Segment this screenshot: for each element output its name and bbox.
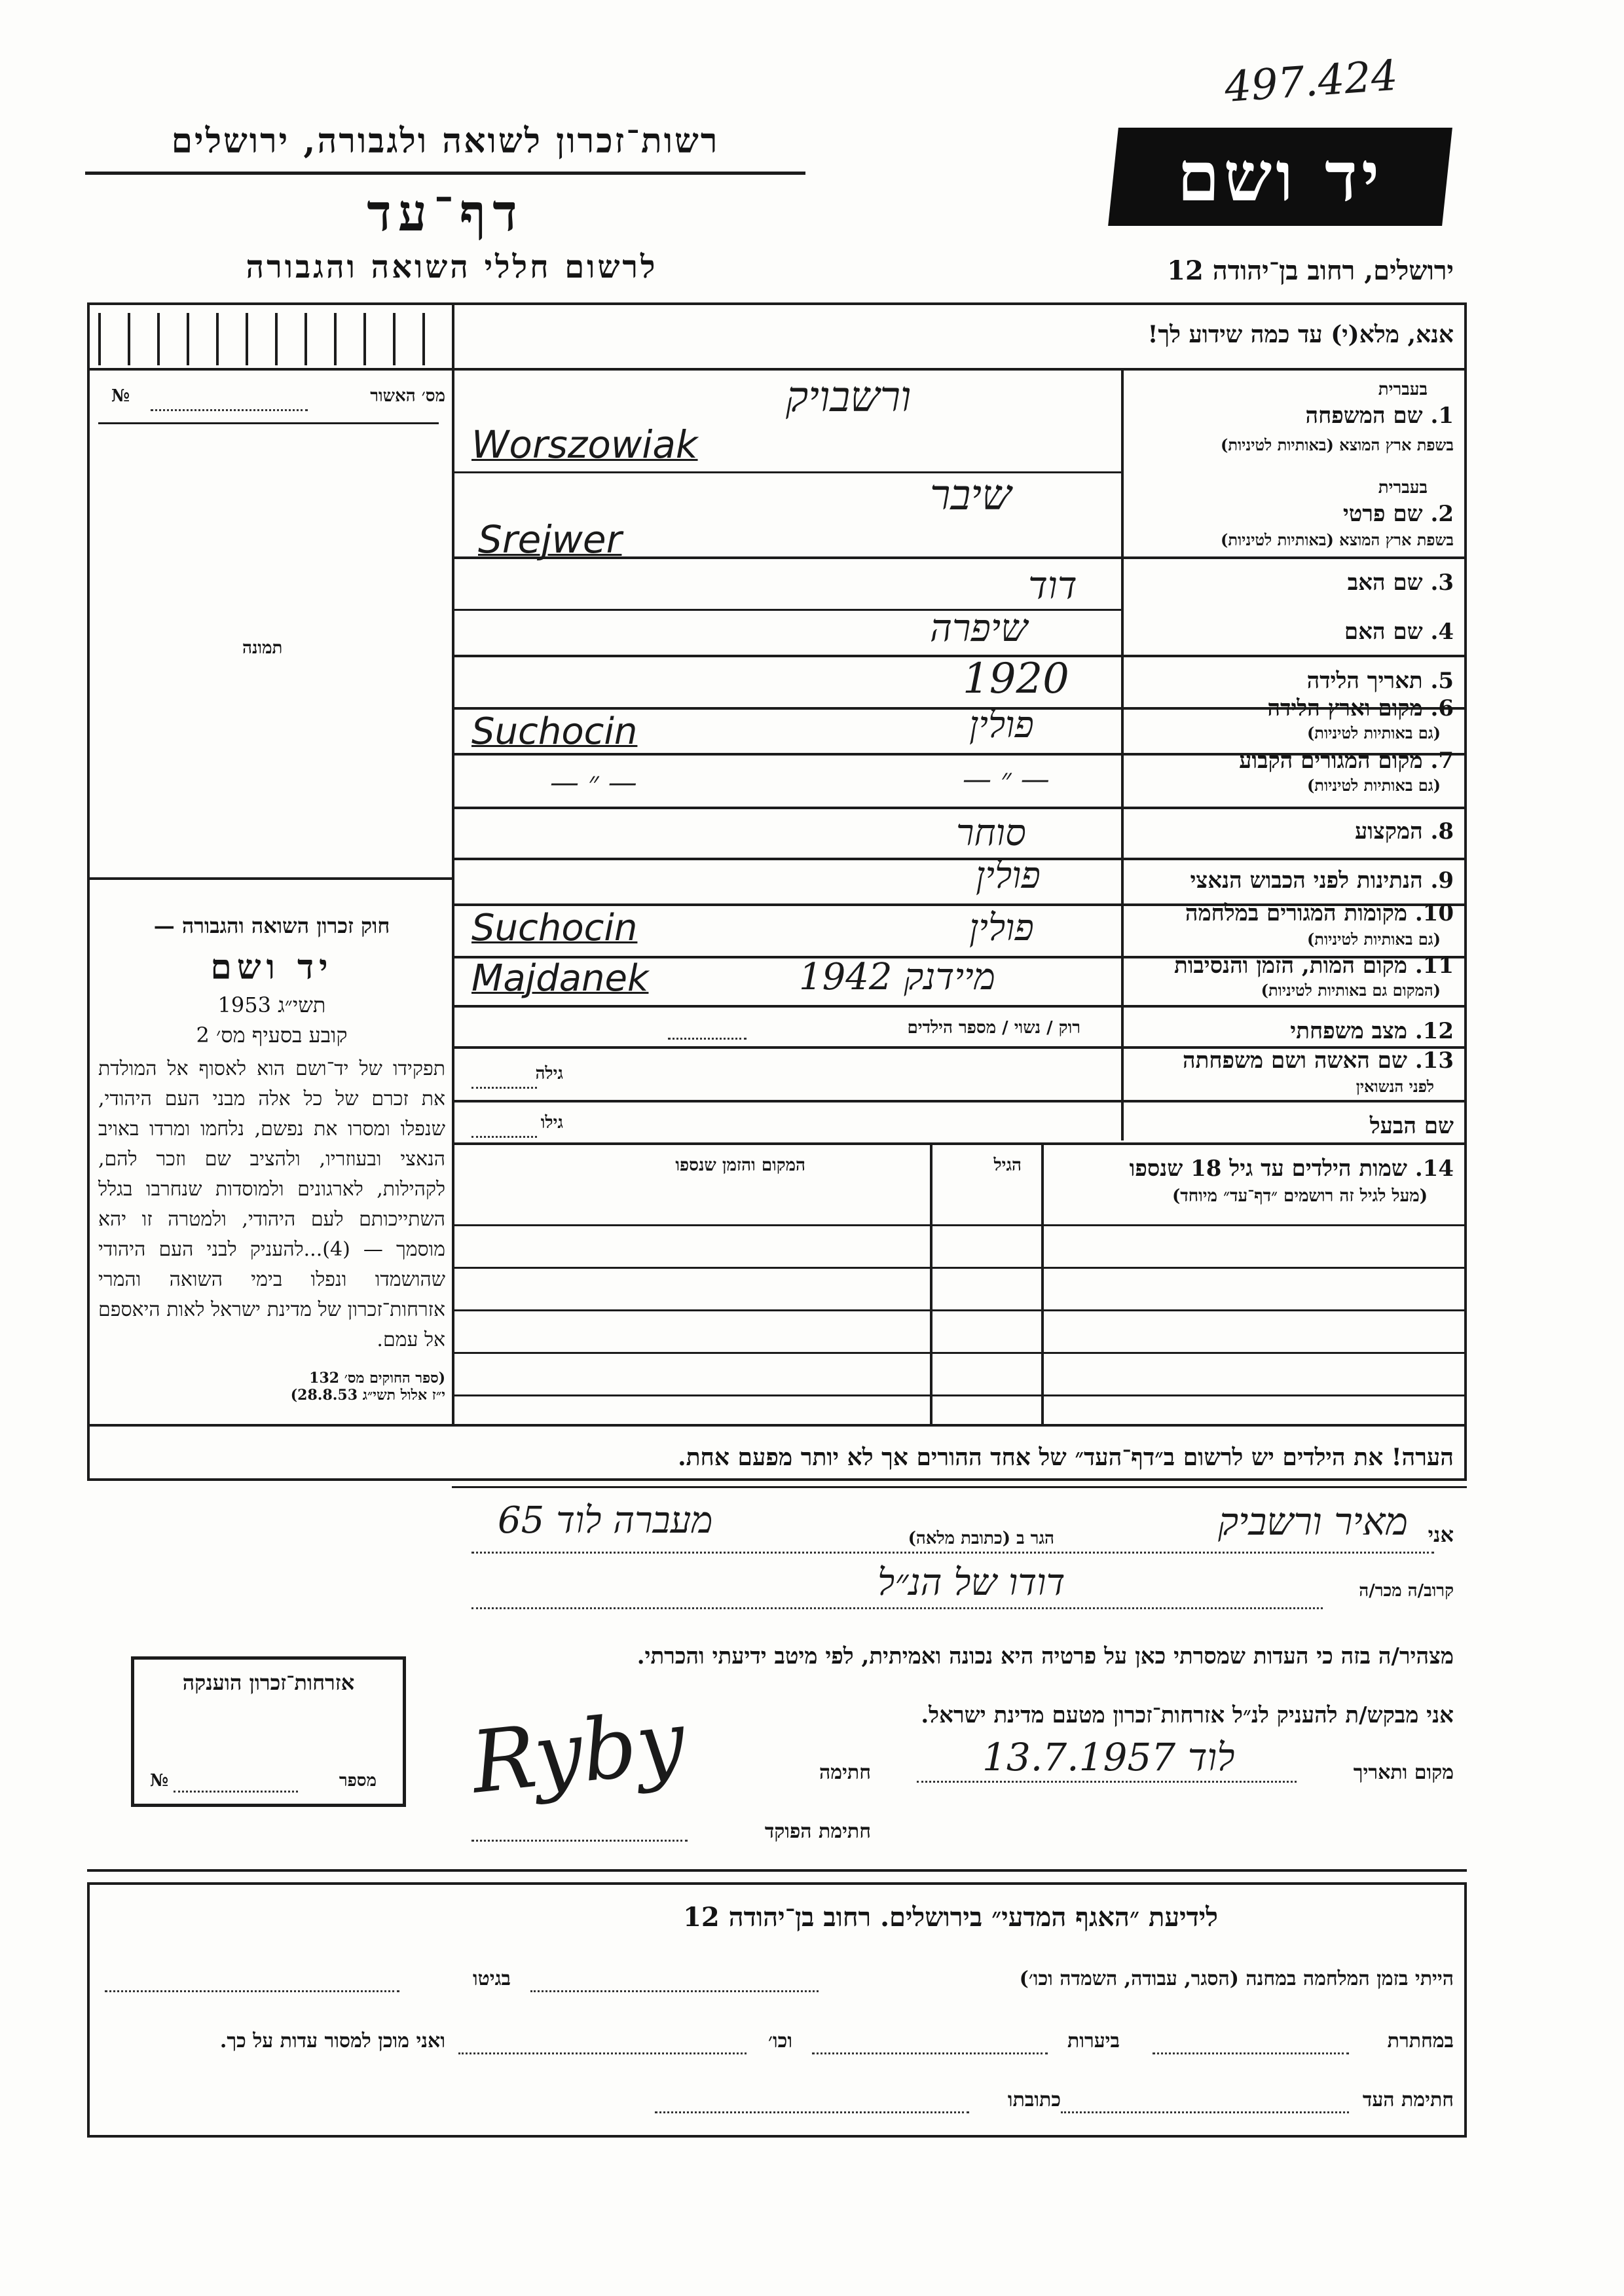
f11-label: 11. מקום המות, הזמן והנסיבות xyxy=(1173,953,1454,979)
f12-options: רוק / נשוי / מספר הילדים xyxy=(907,1018,1080,1038)
f7-sub: (גם באותיות לטיניות) xyxy=(1306,776,1441,795)
footer-line3-b: כתובתו xyxy=(1007,2088,1061,2111)
f1-sub: בשפת ארץ המוצא (באותיות לטיניות) xyxy=(1221,435,1454,454)
declaration: מצהיר/ה בזה כי העדות שמסרתי כאן על פרטיה היא נכונה ואמיתית, לפי מיטב ידיעתי והכרתי. xyxy=(637,1643,1454,1669)
approval-no-mark: № xyxy=(111,386,130,406)
f4-value: שיפרה xyxy=(930,606,1028,650)
f3-value: דוד xyxy=(1028,563,1077,608)
f11-sub: (המקום גם באותיות לטיניות) xyxy=(1261,981,1441,1000)
relation-label: קרוב/ה מכר/ה xyxy=(1359,1581,1454,1601)
index-boxes xyxy=(98,313,445,365)
signature-label: חתימה xyxy=(819,1761,871,1784)
f3-label: 3. שם האב xyxy=(1347,570,1454,596)
place-date-label: מקום ותאריך xyxy=(1353,1761,1454,1784)
officer-signature-label: חתימת הפוקד xyxy=(764,1820,871,1843)
footer-line2-b: ביערות xyxy=(1067,2030,1120,2052)
f9-label: 9. הנתינות לפני הכבוש הנאצי xyxy=(1190,867,1454,894)
citizenship-box xyxy=(131,1656,406,1807)
law-section: קובע בסעיף מס׳ 2 xyxy=(196,1023,348,1048)
footer-line1-b: בגיטו xyxy=(472,1967,511,1990)
f10-sub: (גם באותיות לטיניות) xyxy=(1306,930,1441,949)
footer-line2-a: במחתרת xyxy=(1387,2030,1454,2052)
approval-label: מס׳ האשור xyxy=(370,386,445,406)
f7-label: 7. מקום המגורים הקבוע xyxy=(1239,748,1454,774)
f1-value-latin: Worszowiak xyxy=(471,422,698,467)
photo-label: תמונה xyxy=(242,638,283,658)
law-year: תשי״ג 1953 xyxy=(217,993,326,1017)
f14-label: 14. שמות הילדים עד גיל 18 שנספו xyxy=(1129,1156,1454,1182)
signature: Ryby xyxy=(466,1691,690,1813)
f11-value-latin: Majdanek xyxy=(471,957,649,1000)
declarant-name: מאיר ורשביק xyxy=(1218,1499,1408,1544)
f2-value-hebrew: שיבר xyxy=(930,471,1012,520)
f9-value: פולין xyxy=(976,854,1041,897)
citizenship-box-number: מספר xyxy=(339,1771,377,1791)
law-ref-2: י״ז אלול תשי״ג 28.8.53) xyxy=(290,1387,445,1404)
form-subtitle: לרשום חללי השואה והגבורה xyxy=(246,249,658,285)
f6-label: 6. מקום וארץ הלידה xyxy=(1267,695,1454,721)
law-name: יד ושם xyxy=(210,947,333,987)
logo-text: יד ושם xyxy=(1177,136,1384,217)
law-ref-1: (ספר החוקים מס׳ 132 xyxy=(309,1370,445,1387)
f1-label: 1. שם המשפחה xyxy=(1305,403,1454,429)
note: הערה! את הילדים יש לרשום ב״דף־העד״ של אחד ההורים אך לא יותר מפעם אחת. xyxy=(678,1444,1454,1471)
f8-value: סוחר xyxy=(956,812,1026,854)
f10-value-hebrew: פולין xyxy=(969,907,1034,949)
f10-label: 10. מקומות המגורים במלחמה xyxy=(1185,900,1454,926)
form-title: דף־עד xyxy=(367,183,524,243)
f7-value-latin: — ״ — xyxy=(550,766,637,799)
footer-title: לידיעת ״האגף המדעי״ בירושלים. רחוב בן־יהודה 12 xyxy=(683,1902,1218,1933)
f6-value-hebrew: פולין xyxy=(969,704,1034,746)
wife-age-label: גילה xyxy=(535,1064,563,1084)
f13-label: 13. שם האשה ושם משפחתה xyxy=(1183,1048,1454,1074)
archive-number: 497.424 xyxy=(1223,51,1399,113)
f10-value-latin: Suchocin xyxy=(471,907,638,949)
footer-line2-c: וכו׳ xyxy=(768,2030,792,2052)
f5-label: 5. תאריך הלידה xyxy=(1306,668,1454,694)
yad-vashem-logo xyxy=(1108,128,1452,226)
col-place: המקום והזמן שנספו xyxy=(675,1156,805,1175)
address: ירושלים, רחוב בן־יהודה 12 xyxy=(1167,255,1454,286)
f12-label: 12. מצב משפחתי xyxy=(1290,1018,1454,1044)
declarant-address: מעברה לוד 65 xyxy=(498,1499,713,1542)
f11-value-hebrew: מיידנק 1942 xyxy=(799,956,995,998)
declarant-prefix: אני xyxy=(1428,1522,1454,1547)
header-rule xyxy=(85,172,805,175)
address-label: הגר ב (כתובת מלאה) xyxy=(908,1529,1054,1548)
left-col-divider xyxy=(452,302,454,1154)
footer-line1-a: הייתי בזמן המלחמה במחנה (הסגר, עבודה, השמדה וכו׳) xyxy=(1019,1967,1454,1990)
col-age: הגיל xyxy=(993,1156,1022,1175)
f4-label: 4. שם האם xyxy=(1344,619,1454,645)
f6-sub: (גם באותיות לטיניות) xyxy=(1306,723,1441,742)
f5-value: 1920 xyxy=(963,655,1069,703)
f2-label: 2. שם פרטי xyxy=(1342,501,1454,527)
f6-value-latin: Suchocin xyxy=(471,710,638,753)
instruction: אנא, מלא(י) עד כמה שידוע לך! xyxy=(1147,321,1454,348)
husband-label: שם הבעל xyxy=(1369,1113,1454,1139)
place-date-value: לוד 13.7.1957 xyxy=(982,1735,1235,1779)
f2-value-latin: Srejwer xyxy=(478,517,622,562)
f14-sub: (מעל לגיל זה רושמים ״דף־עד״ מיוחד) xyxy=(1172,1186,1428,1206)
authority-title: רשות־זכרון לשואה ולגבורה, ירושלים xyxy=(171,121,720,161)
instruction-row-rule xyxy=(452,368,1467,371)
f2-heb-tag: בעברית xyxy=(1378,478,1428,498)
f2-sub: בשפת ארץ המוצא (באותיות לטיניות) xyxy=(1221,530,1454,549)
husband-age-label: גילו xyxy=(540,1113,563,1133)
citizenship-box-no-mark: № xyxy=(150,1771,169,1791)
footer-line2-d: ואני מוכן למסור עדות על כך. xyxy=(219,2030,445,2052)
f7-value-hebrew: — ״ — xyxy=(963,763,1050,796)
law-body: תפקידו של יד־ושם הוא לאסוף אל המולדת את זכרם של כל אלה מבני העם היהודי, שנפלו ומסרו את נפשם, נלחמו ומרדו באויב הנאצי ובעוזריו, ולהציב שם וזכר להם, לקהילות, לארגונים ולמוסדות שנחרבו בגלל השתייכותם לעם היהודי, ולמטרה זו יהא מוסמך — (4)...להעניק לבני העם היהודי שהושמדו ונפלו בימי השואה והמרי אזרחות־זכרון של מדינת ישראל לאות היאספם אל עמם. xyxy=(98,1057,446,1351)
f8-label: 8. המקצוע xyxy=(1354,818,1454,845)
f1-value-hebrew: ורשבויק xyxy=(786,373,912,422)
law-title: חוק זכרון השואה והגבורה — xyxy=(153,913,390,938)
law-box xyxy=(98,913,445,1404)
f1-heb-tag: בעברית xyxy=(1378,380,1428,399)
footer-line3-a: חתימת העד xyxy=(1362,2088,1454,2111)
request: אני מבקש/ת להעניק לנ״ל אזרחות־זכרון מטעם מדינת ישראל. xyxy=(921,1702,1454,1728)
f13-sub: לפני הנשואין xyxy=(1356,1077,1434,1096)
citizenship-box-title: אזרחות־זכרון הוענקה xyxy=(182,1670,355,1695)
relation-value: דודו של הנ״ל xyxy=(877,1561,1065,1604)
